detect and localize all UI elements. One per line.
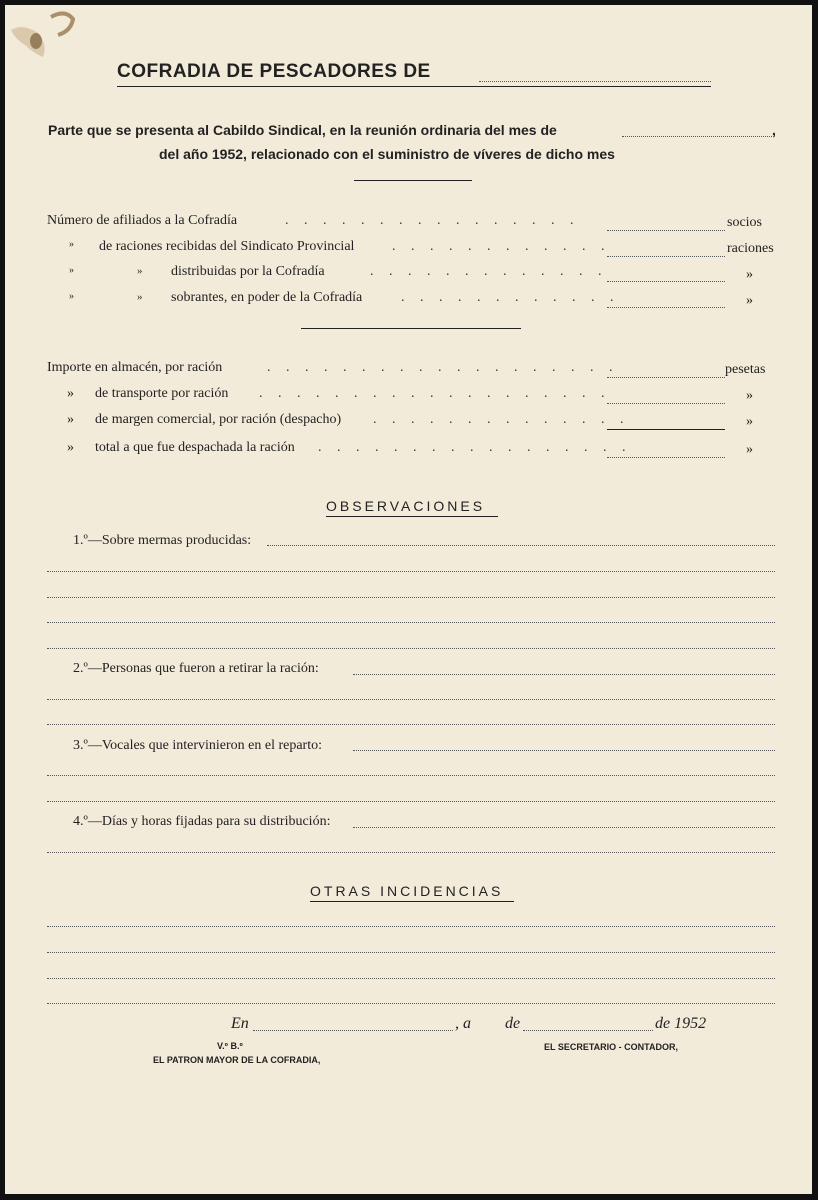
title-underline bbox=[117, 86, 711, 87]
row-unit: pesetas bbox=[725, 362, 766, 377]
observaciones-underline bbox=[326, 516, 498, 517]
row-unit: » bbox=[746, 293, 753, 308]
section-divider bbox=[301, 328, 521, 329]
value-fill-line[interactable] bbox=[607, 230, 725, 231]
row-label: Importe en almacén, por ración bbox=[47, 360, 223, 375]
dot-leader: . . . . . . . . . . . . . . . . . bbox=[318, 440, 632, 455]
row-prefix: » bbox=[69, 265, 74, 276]
dot-leader: . . . . . . . . . . . . . . . . . . . bbox=[259, 386, 611, 401]
row-unit: socios bbox=[727, 215, 762, 230]
row-label: de margen comercial, por ración (despacho) bbox=[95, 412, 342, 427]
row-unit: » bbox=[746, 388, 753, 403]
patron-signature-label: EL PATRON MAYOR DE LA COFRADIA, bbox=[153, 1055, 321, 1065]
incidencias-line[interactable] bbox=[47, 1003, 775, 1004]
row-unit: » bbox=[746, 442, 753, 457]
dot-leader: . . . . . . . . . . . . . . . . bbox=[285, 213, 580, 228]
dot-leader: . . . . . . . . . . . . bbox=[401, 290, 620, 305]
value-fill-line[interactable] bbox=[607, 377, 725, 378]
row-label: de raciones recibidas del Sindicato Provincial bbox=[99, 239, 355, 254]
incidencias-line[interactable] bbox=[47, 978, 775, 979]
row-prefix: » bbox=[69, 239, 74, 250]
visto-bueno: V.º B.º bbox=[217, 1041, 243, 1051]
header-line-1: Parte que se presenta al Cabildo Sindical, en la reunión ordinaria del mes de bbox=[48, 122, 557, 138]
row-label: total a que fue despachada la ración bbox=[95, 440, 295, 455]
dot-leader: . . . . . . . . . . . . . bbox=[370, 264, 608, 279]
row-label: Número de afiliados a la Cofradía bbox=[47, 213, 238, 228]
row-prefix-2: » bbox=[137, 291, 143, 303]
row-unit: » bbox=[746, 267, 753, 282]
header-divider bbox=[354, 180, 472, 181]
row-unit: » bbox=[746, 414, 753, 429]
row-prefix: » bbox=[69, 291, 74, 302]
observation-3-label: 3.º—Vocales que intervinieron en el reparto: bbox=[73, 738, 322, 753]
observation-2-line[interactable] bbox=[47, 699, 775, 700]
row-prefix: » bbox=[67, 412, 74, 427]
row-label: sobrantes, en poder de la Cofradía bbox=[171, 290, 363, 305]
value-fill-line[interactable] bbox=[607, 307, 725, 308]
value-fill-line[interactable] bbox=[607, 429, 725, 430]
form-title: COFRADIA DE PESCADORES DE bbox=[117, 61, 431, 82]
dot-leader: . . . . . . . . . . . . . . bbox=[373, 412, 630, 427]
footer-year: de 1952 bbox=[655, 1015, 707, 1032]
row-unit: raciones bbox=[727, 241, 774, 256]
observation-3-line[interactable] bbox=[47, 801, 775, 802]
observation-2-line[interactable] bbox=[47, 724, 775, 725]
document-page bbox=[5, 5, 812, 1194]
observation-1-line[interactable] bbox=[47, 597, 775, 598]
row-prefix-2: » bbox=[137, 265, 143, 277]
month-fill-line[interactable] bbox=[622, 136, 772, 137]
observation-2-line[interactable] bbox=[353, 674, 775, 675]
row-prefix: » bbox=[67, 440, 74, 455]
observation-3-line[interactable] bbox=[47, 775, 775, 776]
value-fill-line[interactable] bbox=[607, 256, 725, 257]
observation-2-label: 2.º—Personas que fueron a retirar la ración: bbox=[73, 661, 319, 676]
observaciones-heading: OBSERVACIONES bbox=[326, 498, 486, 514]
row-label: de transporte por ración bbox=[95, 386, 229, 401]
dot-leader: . . . . . . . . . . . . bbox=[392, 239, 611, 254]
row-label: distribuidas por la Cofradía bbox=[171, 264, 325, 279]
value-fill-line[interactable] bbox=[607, 281, 725, 282]
otras-incidencias-heading: OTRAS INCIDENCIAS bbox=[310, 883, 504, 899]
header-line-2: del año 1952, relacionado con el suministro de víveres de dicho mes bbox=[159, 146, 615, 162]
value-fill-line[interactable] bbox=[607, 403, 725, 404]
footer-a: , a bbox=[455, 1015, 471, 1032]
incidencias-line[interactable] bbox=[47, 952, 775, 953]
title-fill-line[interactable] bbox=[479, 81, 711, 82]
observation-1-line[interactable] bbox=[267, 545, 775, 546]
observation-1-line[interactable] bbox=[47, 622, 775, 623]
footer-de: de bbox=[505, 1015, 521, 1032]
observation-4-line[interactable] bbox=[47, 852, 775, 853]
place-fill-line[interactable] bbox=[253, 1030, 453, 1031]
date-fill-line[interactable] bbox=[523, 1030, 653, 1031]
observation-1-label: 1.º—Sobre mermas producidas: bbox=[73, 533, 252, 548]
observation-1-line[interactable] bbox=[47, 571, 775, 572]
stain-mark bbox=[5, 5, 83, 65]
value-fill-line[interactable] bbox=[607, 457, 725, 458]
observation-4-line[interactable] bbox=[353, 827, 775, 828]
secretario-signature-label: EL SECRETARIO - CONTADOR, bbox=[544, 1042, 679, 1052]
incidencias-line[interactable] bbox=[47, 926, 775, 927]
row-prefix: » bbox=[67, 386, 74, 401]
observation-3-line[interactable] bbox=[353, 750, 775, 751]
otras-incidencias-underline bbox=[310, 901, 514, 902]
footer-en: En bbox=[231, 1015, 249, 1032]
dot-leader: . . . . . . . . . . . . . . . . . . . bbox=[267, 360, 619, 375]
observation-4-label: 4.º—Días y horas fijadas para su distribución: bbox=[73, 814, 331, 829]
observation-1-line[interactable] bbox=[47, 648, 775, 649]
header-line-1-comma: , bbox=[772, 122, 776, 138]
